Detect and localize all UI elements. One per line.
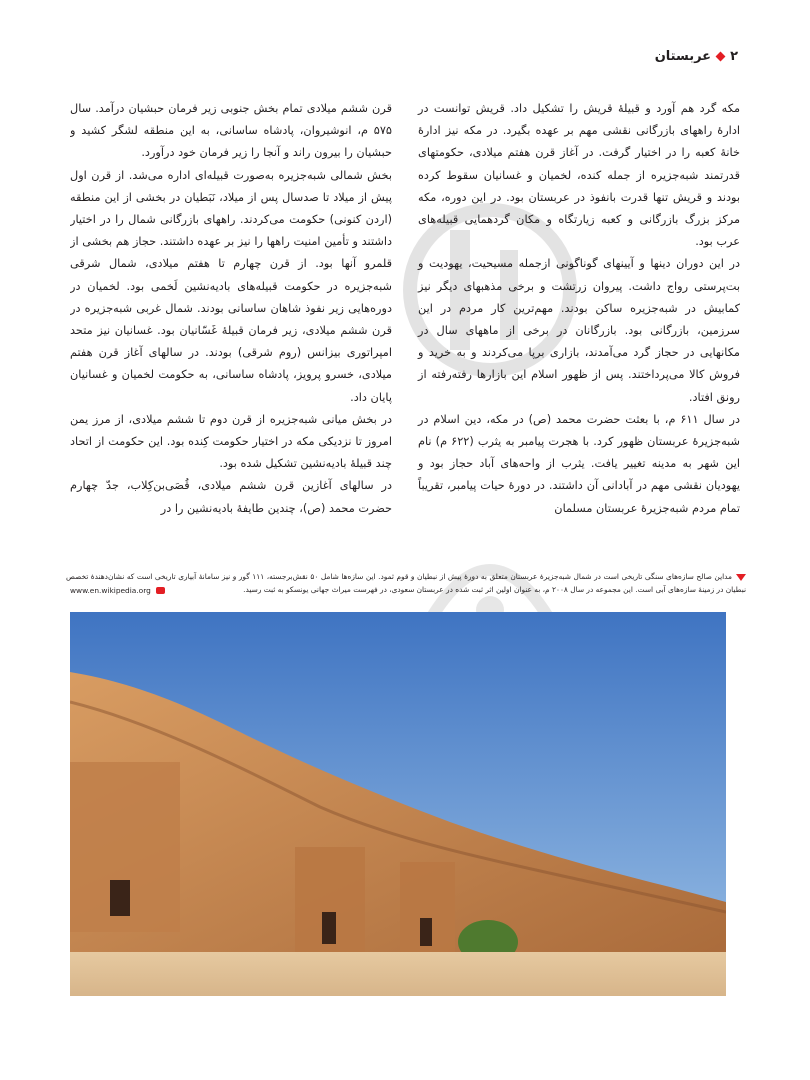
column-right (70, 98, 392, 550)
caption-text: مداین صالح سازه‌های سنگی تاریخی است در شمال شبه‌جزیرهٔ عربستان متعلق به دورهٔ پیش از نبطیان و قوم ثمود. این سازه‌ها شامل ۵۰ نقش‌برجسته، ۱۱۱ گور و نیز سامانهٔ آبیاری تاریخی است که نشان‌دهندهٔ تخصص نبطیان در زمینهٔ سازه‌های آبی است. این مجموعه در سال ۲۰۰۸ م، به عنوان اولین اثر ثبت شده در عربستان سعودی، در فهرست میراث جهانی یونسکو به ثبت رسید. (66, 572, 746, 594)
tomb-doorway (110, 880, 130, 916)
paragraph: در این دوران دینها و آیینهای گوناگونی ازجمله مسیحیت، یهودیت و بت‌پرستی رواج داشت. پیروان زرتشت و برخی مذهبهای دیگر نیز کمابیش در شبه‌جزیره ساکن بودند. مهم‌ترین کار مردم در این سرزمین، بازرگانی بود. بازرگانان در برخی از ماههای سال در مکانهایی در حجاز گرد می‌آمدند، بازاری برپا می‌کردند و به خرید و فروش کالا می‌پرداختند. پس از ظهور اسلام این بازارها رفته‌رفته از رونق افتاد. (418, 257, 740, 404)
photo-illustration (70, 612, 726, 996)
caption-triangle-icon (736, 574, 746, 581)
body-text (70, 98, 740, 550)
credit-source[interactable]: www.en.wikipedia.org (70, 586, 151, 595)
page-number: ۲ (730, 48, 738, 64)
paragraph: قرن ششم میلادی تمام بخش جنوبی زیر فرمان حبشیان درآمد. سال ۵۷۵ م، انوشیروان، پادشاه ساسانی، به این منطقه لشگر کشید و حبشیان را بیرون راند و آنجا را زیر فرمان خود درآورد. (70, 102, 392, 160)
tomb-doorway (322, 912, 336, 944)
desert-ground (70, 952, 726, 996)
camera-icon (156, 587, 165, 594)
paragraph: در سالهای آغازین قرن ششم میلادی، قُصَی‌بن‌کِلاب، جدّ چهارم حضرت محمد (ص)، چندین طایفهٔ بادیه‌نشین را در (70, 479, 392, 515)
madain-salih-photo (70, 612, 726, 996)
paragraph: در سال ۶۱۱ م، با بعثت حضرت محمد (ص) در مکه، دین اسلام در شبه‌جزیرهٔ عربستان ظهور کرد. با هجرت پیامبر به یثرب (۶۲۲ م) نام این شهر به مدینه تغییر یافت. یثرب از واحه‌های آباد حجاز بود و یهودیان نقشی مهم در آبادانی آن داشتند. در دورهٔ حیات پیامبر، تقریباً تمام مردم شبه‌جزیرهٔ عربستان مسلمان (418, 412, 740, 515)
column-left (418, 98, 740, 550)
paragraph: در بخش میانی شبه‌جزیره از قرن دوم تا ششم میلادی، از مرز یمن امروز تا نزدیکی مکه در اختیار حکومت کِنده بود. این حکومت از اتحاد چند قبیلهٔ بادیه‌نشین تشکیل شده بود. (70, 412, 392, 471)
section-title: عربستان (654, 48, 712, 64)
paragraph: مکه گرد هم آورد و قبیلهٔ قریش را تشکیل داد. قریش توانست در ادارهٔ راههای بازرگانی نقشی مهم بر عهده بگیرد. در مکه نیز ادارهٔ خانهٔ کعبه را در اختیار گرفت. در آغاز قرن هفتم میلادی، حکومتهای قدرتمند شبه‌جزیره از جمله کنده، لخمیان و غسانیان سقوط کرده بودند و قریش تنها قدرت بانفوذ در عربستان بود. در این دوره، مکه مرکز بزرگ بازرگانی و کعبه زیارتگاه و مکان گردهمایی قبیله‌های عرب بود. (418, 102, 740, 249)
running-head (655, 46, 738, 66)
photo-credit (70, 586, 165, 595)
diamond-icon (716, 51, 726, 61)
tomb-doorway (420, 918, 432, 946)
paragraph: بخش شمالی شبه‌جزیره به‌صورت قبیله‌ای اداره می‌شد. از قرن اول پیش از میلاد تا صدسال پس از میلاد، نَبَطیان در بخشی از این منطقه (اردن کنونی) حکومت می‌کردند. راههای بازرگانی شمال را در اختیار داشتند و تأمین امنیت راهها را نیز بر عهده داشتند. حجاز هم بخشی از قلمرو آنها بود. از قرن چهارم تا هفتم میلادی، شمال شرقی شبه‌جزیره در حکومت قبیله‌های بادیه‌نشین لَخمی بود. لخمیان در دوره‌هایی زیر نفوذ شاهان ساسانی بودند. شمال غربی شبه‌جزیره در قرن ششم میلادی، زیر فرمان قبیلهٔ غَسّانیان بود. غسانیان نیز متحد امپراتوری بیزانس (روم شرقی) بودند. در سالهای آغاز قرن هفتم میلادی، خسرو پرویز، پادشاه ساسانی، به حکومت لخمیان و غسانیان پایان داد. (70, 168, 392, 404)
photo-caption (66, 570, 746, 596)
